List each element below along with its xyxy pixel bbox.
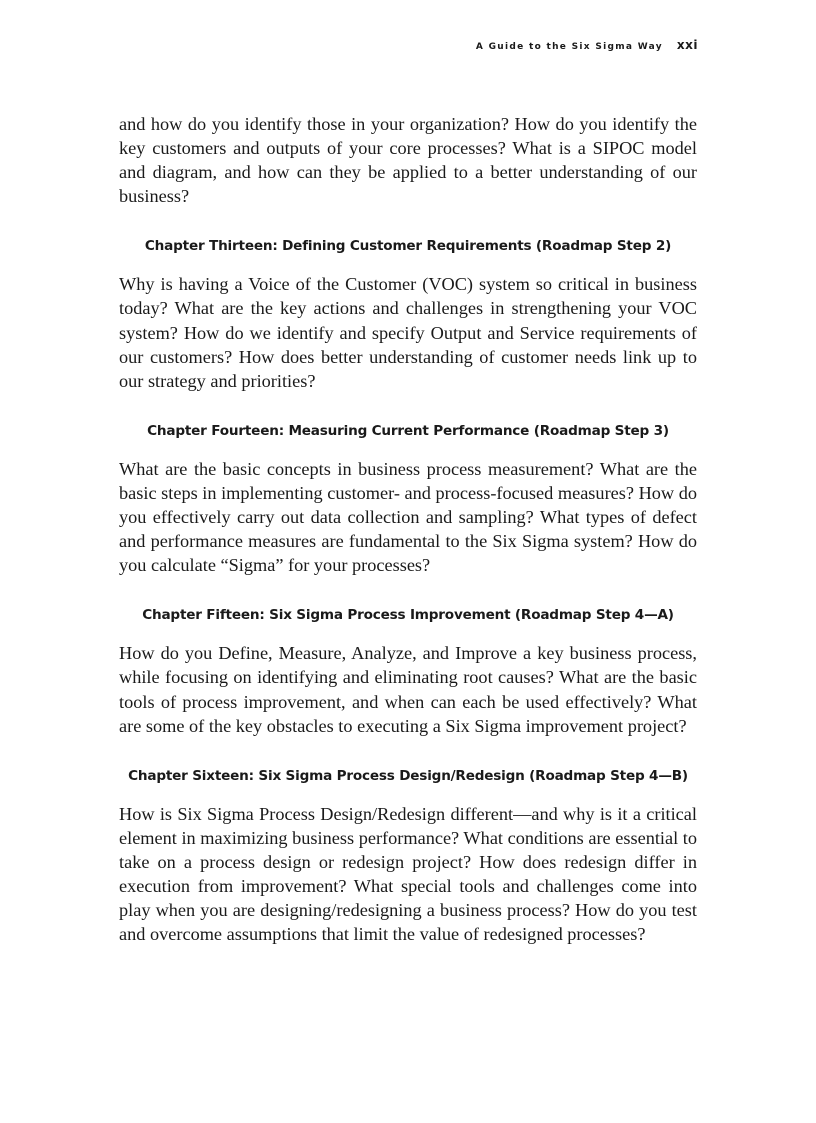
chapter-description: What are the basic concepts in business process measurement? What are the basic steps in implementing customer- and process-focused measures? How do you effectively carry out data collection and sampling? What types of defect and performance measures are fundamental to the Six Sigma system? How do you calculate “Sigma” for your processes? (119, 458, 697, 576)
intro-paragraph: and how do you identify those in your organization? How do you identify the key customers and outputs of your core processes? What is a SIPOC model and diagram, and how can they be applied to a better understanding of our business? (119, 114, 697, 207)
chapter-heading: Chapter Fifteen: Six Sigma Process Improvement (Roadmap Step 4—A) (142, 607, 674, 624)
chapter-15-summary (119, 577, 697, 737)
page-body (119, 112, 697, 946)
running-header (476, 38, 698, 52)
chapter-14-summary (119, 393, 697, 577)
chapter-heading: Chapter Thirteen: Defining Customer Requirements (Roadmap Step 2) (144, 238, 672, 255)
chapter-description: How do you Define, Measure, Analyze, and Improve a key business process, while focusing on identifying and eliminating root causes? What are the basic tools of process improvement, and when can each be used effectively? What are some of the key obstacles to executing a Six Sigma improvement project? (119, 643, 697, 736)
chapter-13-summary (119, 208, 697, 392)
running-title: A Guide to the Six Sigma Way (475, 42, 663, 52)
chapter-description: How is Six Sigma Process Design/Redesign different—and why is it a critical element in maximizing business performance? What conditions are essential to take on a process design or redesign project? How does redesign differ in execution from improvement? What special tools and challenges come into play when you are designing/redesigning a business process? How do you test and overcome assumptions that limit the value of redesigned processes? (119, 803, 697, 945)
page-number: xxi (676, 38, 698, 52)
chapter-description: Why is having a Voice of the Customer (VOC) system so critical in business today? What are the key actions and challenges in strengthening your VOC system? How do we identify and specify Output and Service requirements of our customers? How does better understanding of customer needs link up to our strategy and priorities? (119, 274, 697, 391)
chapter-heading: Chapter Fourteen: Measuring Current Performance (Roadmap Step 3) (147, 422, 669, 439)
chapter-heading: Chapter Sixteen: Six Sigma Process Design/Redesign (Roadmap Step 4—B) (128, 767, 688, 784)
chapter-16-summary (119, 738, 697, 947)
